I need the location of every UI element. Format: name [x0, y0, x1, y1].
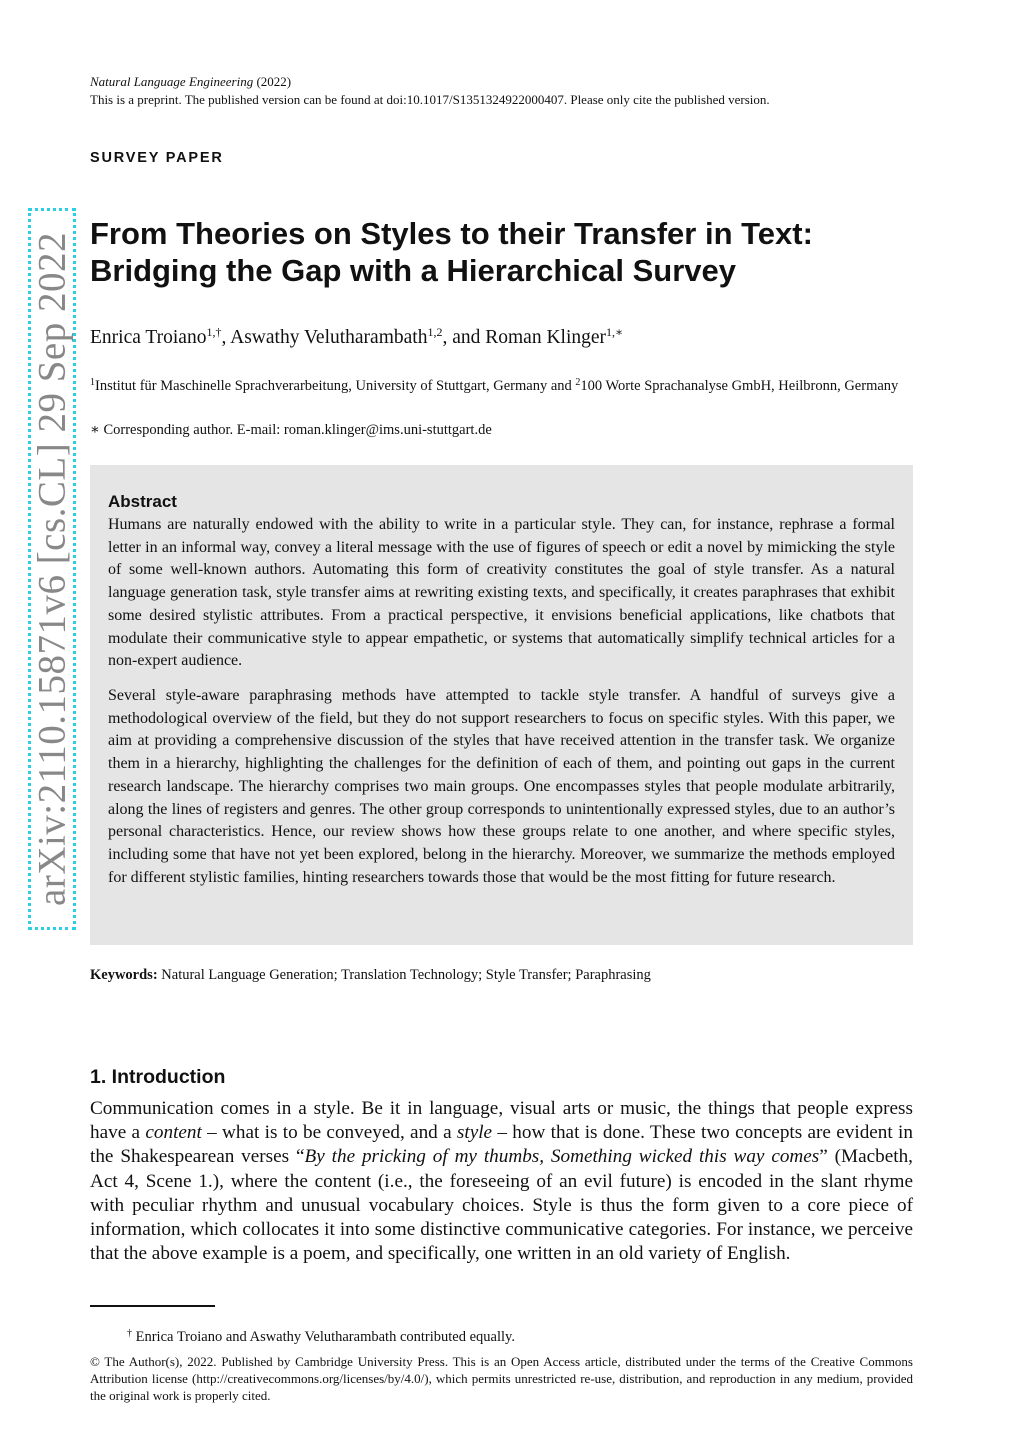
paper-title — [90, 215, 920, 289]
author-affiliation-mark: 1,2 — [427, 325, 443, 339]
author-affiliation-mark: 1,† — [206, 325, 222, 339]
intro-text: ” (Macbeth, Act 4, Scene 1.), where the content (i.e., the foreseeing of an evil future) is encoded in the slant rhyme with peculiar rhythm and unusual vocabulary choices. Style is thus the form given to a core piece of information, which collocates it into some distinctive communicative categories. For instance, we perceive that the above example is a poem, and specifically, one written in an old variety of English. — [90, 1146, 913, 1265]
intro-text: – what is to be conveyed, and a — [201, 1122, 457, 1144]
footnote-rule — [90, 1305, 215, 1307]
affiliation-text: Institut für Maschinelle Sprachverarbeitung, University of Stuttgart, Germany and — [95, 378, 576, 394]
abstract-paragraph: Several style-aware paraphrasing methods have attempted to tackle style transfer. A handful of surveys give a methodological overview of the field, but they do not support researchers to focus on specific styles. With this paper, we aim at providing a comprehensive discussion of the styles that have received attention in the transfer task. We organize them in a hierarchy, highlighting the challenges for the definition of each of them, and pointing out gaps in the current research landscape. The hierarchy comprises two main groups. One encompasses styles that people modulate arbitrarily, along the lines of registers and genres. The other group corresponds to unintentionally expressed styles, due to an author’s personal characteristics. Hence, our review shows how these groups relate to one another, and where specific styles, including some that have not yet been explored, belong in the hierarchy. Moreover, we summarize the methods employed for different stylistic families, hinting researchers towards those that would be the most fitting for future research. — [108, 687, 895, 886]
footnote — [127, 1328, 515, 1347]
section-heading-introduction: 1. Introduction — [90, 1066, 226, 1088]
arxiv-sidebar-stamp — [28, 208, 76, 930]
intro-text: Communication comes in a style. Be it in language, visual arts or music, the things that people express have a — [90, 1098, 913, 1144]
intro-emphasis: content — [145, 1122, 202, 1144]
author-name: Enrica Troiano — [90, 327, 207, 348]
copyright-notice: © The Author(s), 2022. Published by Cambridge University Press. This is an Open Access article, distributed under the terms of the Creative Commons Attribution license (http://creativecommons.org/licenses/by/4.0/), which permits unrestricted re-use, distribution, and reproduction in any medium, provided the original work is properly cited. — [90, 1354, 913, 1403]
affiliation-mark: 2 — [575, 377, 581, 388]
title-line-1: From Theories on Styles to their Transfer in Text: — [90, 216, 813, 251]
author-separator: , — [221, 327, 231, 348]
journal-year: (2022) — [256, 74, 292, 89]
author-list — [90, 326, 623, 350]
affiliation-mark: 1 — [90, 377, 95, 388]
affiliations — [90, 376, 920, 397]
introduction-paragraph — [90, 1097, 913, 1266]
title-line-2: Bridging the Gap with a Hierarchical Survey — [90, 253, 737, 288]
footnote-text: Enrica Troiano and Aswathy Velutharambath contributed equally. — [132, 1329, 515, 1345]
footnote-mark: † — [127, 1328, 132, 1339]
author-affiliation-mark: 1,∗ — [606, 325, 624, 339]
author-name: Roman Klinger — [485, 327, 607, 348]
keywords-text: Natural Language Generation; Translation Technology; Style Transfer; Paraphrasing — [161, 967, 651, 983]
author-separator: , and — [442, 327, 486, 348]
affiliation-text: 100 Worte Sprachanalyse GmbH, Heilbronn, Germany — [580, 378, 899, 394]
arxiv-identifier: arXiv:2110.15871v6 [cs.CL] 29 Sep 2022 — [30, 232, 74, 906]
intro-quote: By the pricking of my thumbs, Something wicked this way comes — [304, 1146, 820, 1168]
keywords — [90, 965, 651, 985]
corresponding-author: ∗ Corresponding author. E-mail: roman.klinger@ims.uni-stuttgart.de — [90, 422, 492, 438]
paper-type-label: SURVEY PAPER — [90, 150, 224, 166]
abstract-box — [90, 465, 913, 945]
intro-text: – how that is done. These two concepts are evident in the Shakespearean verses “ — [90, 1122, 913, 1168]
abstract-paragraph: Humans are naturally endowed with the ability to write in a particular style. They can, for instance, rephrase a formal letter in an informal way, convey a literal message with the use of figures of speech or edit a novel by mimicking the style of some well-known authors. Automating this form of creativity constitutes the goal of style transfer. As a natural language generation task, style transfer aims at rewriting existing texts, and specifically, it creates paraphrases that exhibit some desired stylistic attributes. From a practical perspective, it envisions beneficial applications, like chatbots that modulate their communicative style to appear empathetic, or systems that automatically simplify technical articles for a non-expert audience. — [108, 516, 895, 670]
journal-name: Natural Language Engineering — [90, 74, 254, 89]
intro-emphasis: style — [456, 1122, 493, 1144]
journal-header — [90, 73, 291, 90]
preprint-note: This is a preprint. The published version can be found at doi:10.1017/S1351324922000407. Please only cite the published version. — [90, 92, 770, 107]
keywords-label: Keywords: — [90, 967, 158, 983]
abstract-heading: Abstract — [108, 492, 177, 511]
author-name: Aswathy Velutharambath — [230, 327, 428, 348]
